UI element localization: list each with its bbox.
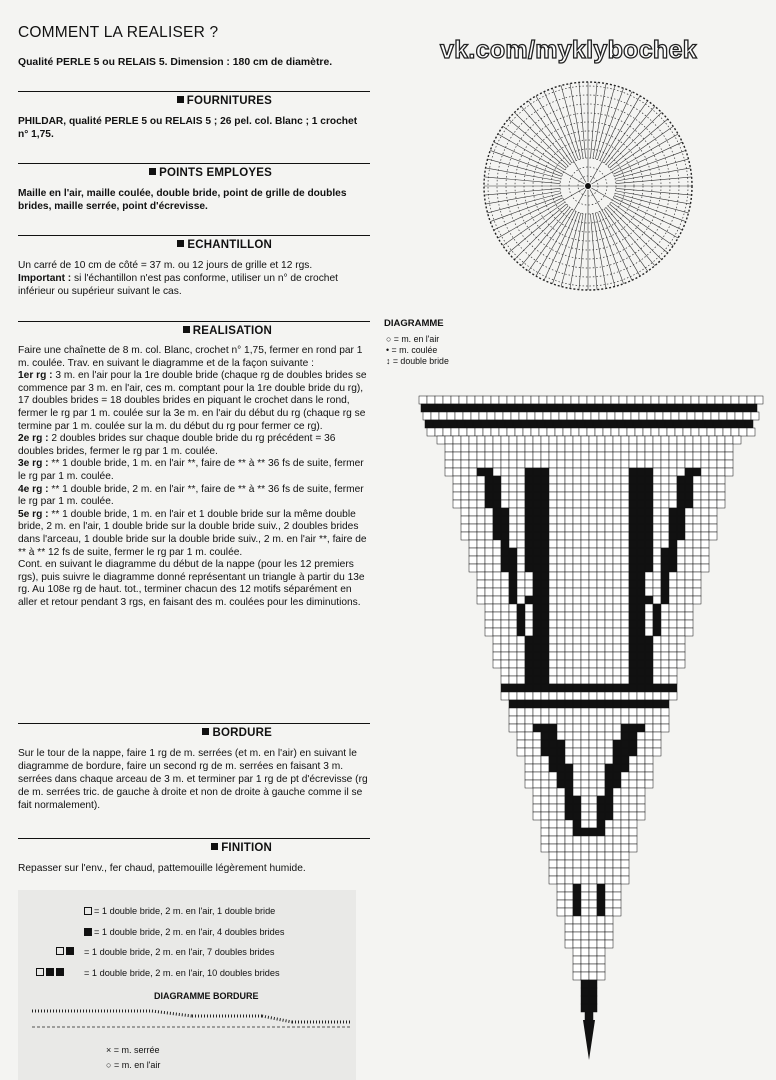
legend-item: = 1 double bride, 2 m. en l'air, 4 doubles brides	[84, 927, 284, 937]
section-realisation	[18, 321, 370, 609]
row-label: 4e rg :	[18, 483, 49, 495]
border-diagram-title: DIAGRAMME BORDURE	[154, 991, 259, 1001]
legend-item: = 1 double bride, 2 m. en l'air, 1 double bride	[84, 906, 275, 916]
section-bullet-icon	[149, 168, 156, 175]
section-bullet-icon	[183, 326, 190, 333]
section-text: Un carré de 10 cm de côté = 37 m. ou 12 jours de grille et 12 rgs.	[18, 260, 313, 271]
row-text: ** 1 double bride, 1 m. en l'air et 1 double bride sur la même double bride, 2 m. en l'air, 1 double bride sur la double bride suiv., 2 doubles brides dans l'arceau, 1 double bride sur la double bride suiv., 2 m. en l'air **, faire de ** à ** 12 fs de suite, fermer le rg par 1 m. coulée.	[18, 508, 367, 558]
row-text: 3 m. en l'air pour la 1re double bride (chaque rg de doubles brides se commence par 3 m. en l'air, ces m. comptant pour la 1re double bride du rg), 17 doubles brides = 18 doubles brides en piquant le crochet dans le rond, fermer le rg par 1 m. coulée sur la 3e m. en l'air du début du rg (chaque rg se termine par 1 m. coulée sur la m. du début du rg pour fermer ce rg).	[18, 370, 367, 432]
section-title: REALISATION	[192, 325, 272, 337]
section-title: ECHANTILLON	[187, 239, 272, 251]
grid-legend-box	[18, 890, 356, 1080]
filled-square-icon	[46, 968, 54, 976]
realisation-intro: Faire une chaînette de 8 m. col. Blanc, crochet n° 1,75, fermer en rond par 1 m. coulée. Trav. en suivant le diagramme et de la façon suivante :	[18, 345, 363, 369]
filled-square-icon	[66, 947, 74, 955]
important-text: si l'échantillon n'est pas conforme, utiliser un n° de crochet inférieur ou supérieur suivant le cas.	[18, 273, 338, 297]
section-title: BORDURE	[212, 727, 272, 739]
section-points	[18, 163, 370, 213]
open-square-icon	[84, 907, 92, 915]
row-text: ** 1 double bride, 1 m. en l'air **, faire de ** à ** 36 fs de suite, fermer le rg par 1 m. coulée.	[18, 458, 364, 482]
triangle-chart	[414, 380, 764, 1080]
section-bullet-icon	[177, 240, 184, 247]
legend-double: ↕ = double bride	[386, 356, 449, 366]
section-bullet-icon	[211, 843, 218, 850]
section-finition	[18, 838, 370, 875]
legend-item: = 1 double bride, 2 m. en l'air, 10 doubles brides	[36, 968, 280, 978]
section-title: POINTS EMPLOYES	[159, 167, 272, 179]
legend-serree: × = m. serrée	[106, 1045, 160, 1055]
row-label: 5e rg :	[18, 508, 49, 520]
watermark: vk.com/myklybochek	[440, 36, 697, 64]
row-label: 2e rg :	[18, 433, 49, 445]
section-echantillon	[18, 235, 370, 298]
section-bordure	[18, 723, 370, 812]
section-fournitures	[18, 91, 370, 141]
open-square-icon	[36, 968, 44, 976]
filled-square-icon	[56, 968, 64, 976]
row-label: 1er rg :	[18, 370, 53, 382]
row-text: 2 doubles brides sur chaque double bride du rg précédent = 36 doubles brides, fermer le rg par 1 m. coulée.	[18, 433, 336, 457]
section-title: FOURNITURES	[186, 95, 272, 107]
circle-diagram	[478, 44, 698, 344]
section-text: Maille en l'air, maille coulée, double bride, point de grille de doubles brides, maille serrée, point d'écrevisse.	[18, 188, 347, 212]
diagram-label: DIAGRAMME	[384, 318, 444, 329]
instructions-column	[0, 0, 382, 1080]
section-text: Repasser sur l'env., fer chaud, pattemouille légèrement humide.	[18, 863, 306, 874]
realisation-cont: Cont. en suivant le diagramme du début de la nappe (pour les 12 premiers rgs), puis suivre le diagramme donné représentant un triangle à partir du 13e rg. Au 108e rg de haut. tot., terminer chacun des 12 motifs séparément en aller et retour pendant 3 rgs, en faisant des m. coulées pour les diminutions.	[18, 559, 365, 608]
open-square-icon	[56, 947, 64, 955]
quality-line: Qualité PERLE 5 ou RELAIS 5. Dimension : 180 cm de diamètre.	[18, 57, 333, 68]
legend-air: ○ = m. en l'air	[386, 334, 440, 344]
important-label: Important :	[18, 273, 72, 284]
border-diagram	[32, 1005, 352, 1035]
legend-item: = 1 double bride, 2 m. en l'air, 7 doubles brides	[56, 947, 274, 957]
diagram-column	[382, 0, 776, 1080]
row-label: 3e rg :	[18, 458, 49, 470]
row-text: ** 1 double bride, 2 m. en l'air **, faire de ** à ** 36 fs de suite, fermer le rg par 1 m. coulée.	[18, 483, 364, 508]
filled-square-icon	[84, 928, 92, 936]
legend-coulee: • = m. coulée	[386, 345, 438, 355]
section-bullet-icon	[177, 96, 184, 103]
section-text: PHILDAR, qualité PERLE 5 ou RELAIS 5 ; 26 pel. col. Blanc ; 1 crochet n° 1,75.	[18, 116, 358, 140]
section-bullet-icon	[202, 728, 209, 735]
page-title: COMMENT LA REALISER ?	[18, 24, 219, 41]
section-title: FINITION	[221, 842, 272, 854]
section-text: Sur le tour de la nappe, faire 1 rg de m. serrées (et m. en l'air) en suivant le diagramme de bordure, faire un second rg de m. serrées en faisant 3 m. serrées dans chaque arceau de 3 m. et terminer par 1 rg de pt d'écrevisse (rg de m. serrées tric. de gauche à droite et non de droite à gauche comme il se fait normalement).	[18, 748, 368, 811]
legend-air: ○ = m. en l'air	[106, 1060, 161, 1070]
